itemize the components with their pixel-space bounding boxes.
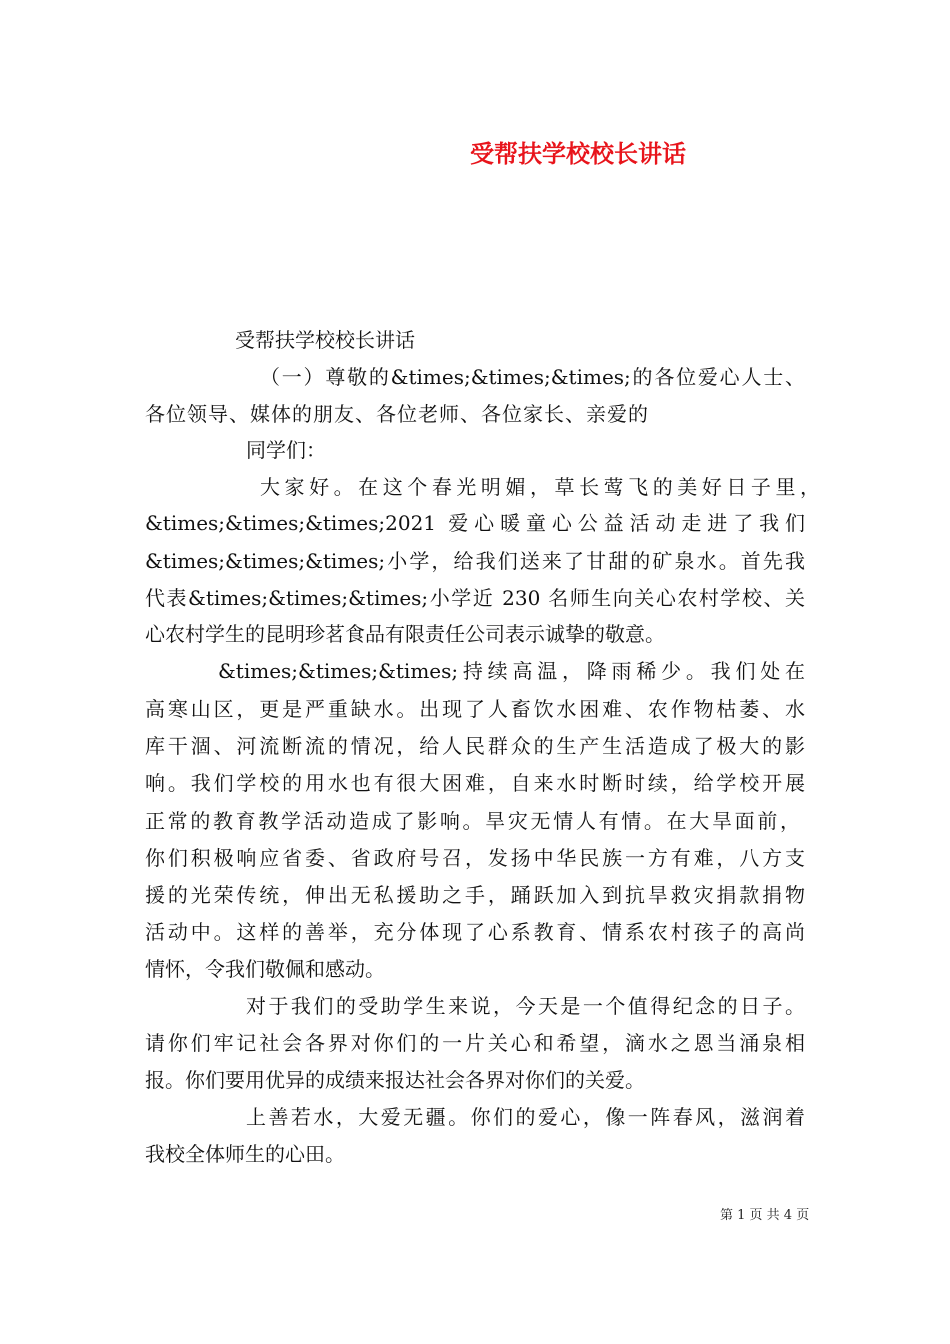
body-line: 你们积极响应省委、省政府号召，发扬中华民族一方有难，八方支 — [145, 846, 805, 870]
body-line: 报。你们要用优异的成绩来报达社会各界对你们的关爱。 — [145, 1068, 645, 1092]
document-title: 受帮扶学校校长讲话 — [470, 139, 686, 168]
body-line: &times;&times;&times;小学，给我们送来了甘甜的矿泉水。首先我 — [145, 549, 805, 573]
body-line: &times;&times;&times;2021 爱心暖童心公益活动走进了我们 — [145, 511, 805, 535]
body-line: 大家好。在这个春光明媚，草长莺飞的美好日子里， — [260, 475, 820, 499]
body-line: 库干涸、河流断流的情况，给人民群众的生产生活造成了极大的影 — [145, 734, 805, 758]
body-line: 活动中。这样的善举，充分体现了心系教育、情系农村孩子的高尚 — [145, 920, 805, 944]
body-line: 代表&times;&times;&times;小学近 230 名师生向关心农村学校、关 — [145, 586, 805, 610]
body-line: 上善若水，大爱无疆。你们的爱心，像一阵春风，滋润着 — [246, 1105, 805, 1129]
body-line: 我校全体师生的心田。 — [145, 1142, 345, 1166]
body-line: 各位领导、媒体的朋友、各位老师、各位家长、亲爱的 — [145, 402, 649, 426]
body-line: 同学们： — [246, 438, 326, 462]
body-line: 高寒山区，更是严重缺水。出现了人畜饮水困难、农作物枯萎、水 — [145, 697, 805, 721]
page-number-footer: 第 1 页 共 4 页 — [720, 1208, 810, 1223]
body-line: 请你们牢记社会各界对你们的一片关心和希望，滴水之恩当涌泉相 — [145, 1031, 805, 1055]
body-line: 响。我们学校的用水也有很大困难，自来水时断时续，给学校开展 — [145, 771, 805, 795]
body-line: 正常的教育教学活动造成了影响。旱灾无情人有情。在大旱面前， — [145, 809, 800, 833]
body-line: &times;&times;&times;持续高温，降雨稀少。我们处在 — [218, 659, 805, 683]
body-line: 援的光荣传统，伸出无私援助之手，踊跃加入到抗旱救灾捐款捐物 — [145, 883, 805, 907]
body-line: 情怀，令我们敬佩和感动。 — [145, 957, 385, 981]
body-line: 心农村学生的昆明珍茗食品有限责任公司表示诚挚的敬意。 — [145, 622, 665, 646]
body-line: （一）尊敬的&times;&times;&times;的各位爱心人士、 — [260, 365, 805, 389]
body-line: 对于我们的受助学生来说，今天是一个值得纪念的日子。 — [246, 994, 805, 1018]
body-line: 受帮扶学校校长讲话 — [235, 328, 415, 352]
